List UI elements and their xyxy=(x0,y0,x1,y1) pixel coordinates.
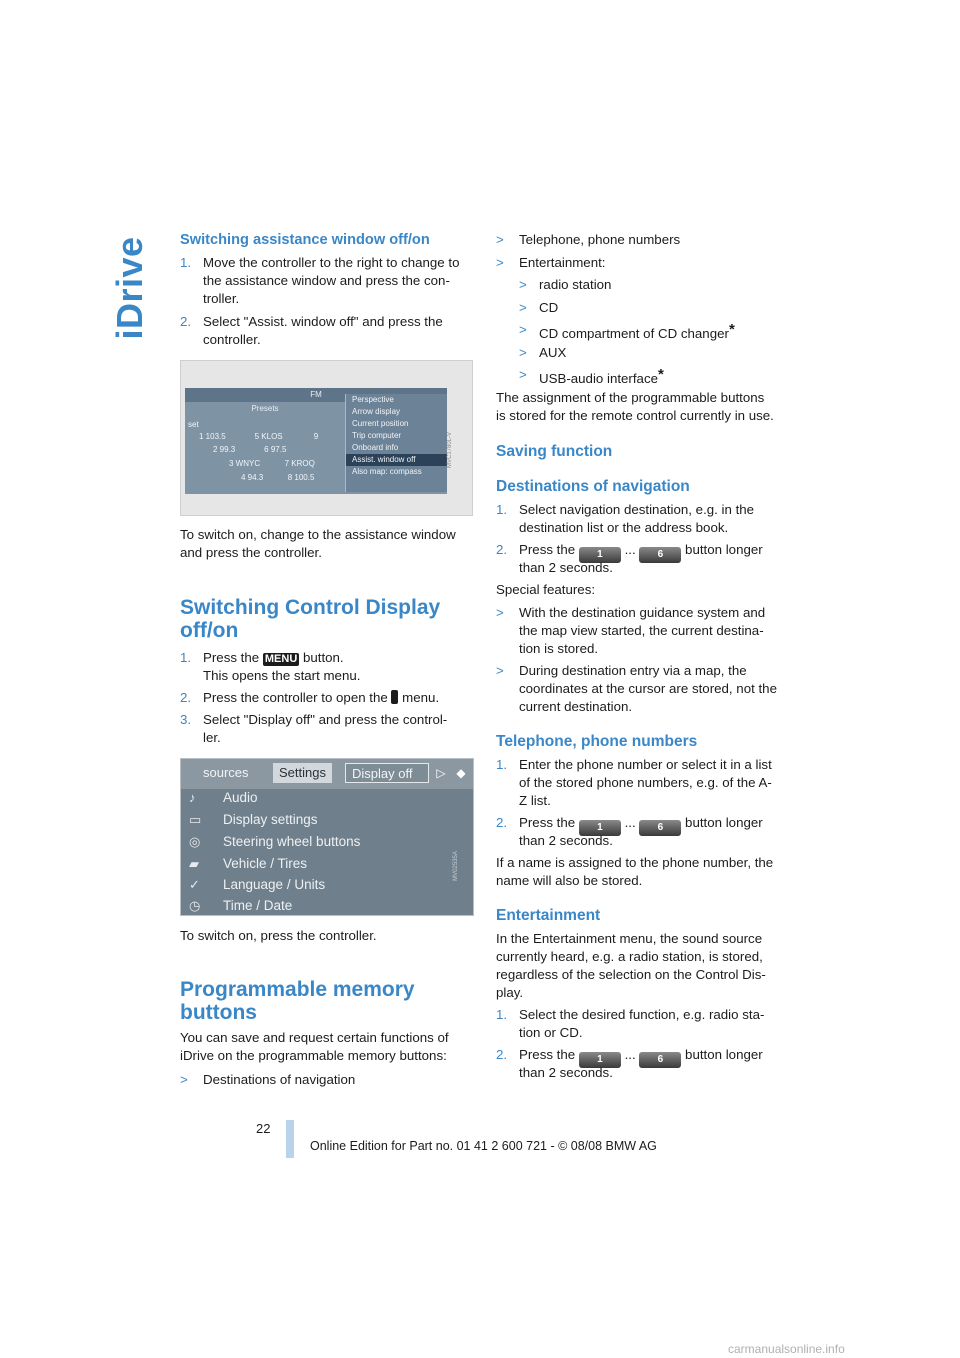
menu-item: Onboard info xyxy=(352,443,399,452)
station-row: 4 94.3 8 100.5 xyxy=(241,473,315,482)
settings-item: ◎ Steering wheel buttons xyxy=(189,831,360,853)
display-step-3: 3. Select "Display off" and press the control- ler. xyxy=(180,712,448,745)
assist-on-line: To switch on, change to the assistance window xyxy=(180,527,456,542)
settings-item: ♪ Audio xyxy=(189,787,258,809)
ent-line: play. xyxy=(496,985,524,1000)
section-title: iDrive xyxy=(109,236,150,340)
display-step-1: 1. Press the MENU button. This opens the start menu. xyxy=(180,650,361,683)
bullet: > Telephone, phone numbers xyxy=(496,232,681,247)
memory-button-6-icon: 6 xyxy=(639,820,681,836)
menu-item: Arrow display xyxy=(352,407,401,416)
ent-line: regardless of the selection on the Control Dis- xyxy=(496,967,766,982)
assist-step-1: 1. Move the controller to the right to change to the assistance window and press the con- troller. xyxy=(180,255,460,306)
menu-item: Perspective xyxy=(352,395,394,404)
watermark: carmanualsonline.info xyxy=(728,1342,845,1356)
heading-assistance: Switching assistance window off/on xyxy=(180,232,430,248)
image-code: MVC1780L-V xyxy=(446,431,453,469)
assistance-menu xyxy=(345,394,447,492)
special-features: Special features: xyxy=(496,582,596,597)
tab-settings: Settings xyxy=(273,763,332,783)
language-icon: ✓ xyxy=(189,877,200,892)
assignment-line: The assignment of the programmable buttons xyxy=(496,390,765,405)
phone-note-line: name will also be stored. xyxy=(496,873,643,888)
memory-button-1-icon: 1 xyxy=(579,547,621,563)
optional-star-icon: * xyxy=(658,366,664,383)
memory-intro-line: iDrive on the programmable memory buttons: xyxy=(180,1048,447,1063)
steering-wheel-icon: ◎ xyxy=(189,834,201,849)
clock-icon: ◷ xyxy=(189,898,201,913)
menu-item: Current position xyxy=(352,419,409,428)
footer-accent-bar xyxy=(286,1120,294,1158)
optional-star-icon: * xyxy=(728,321,735,338)
sub-bullet: > radio station xyxy=(519,277,612,292)
special-bullet: > During destination entry via a map, the coordinates at the cursor are stored, not the current destination. xyxy=(496,663,777,714)
screen-top-bar xyxy=(181,759,474,789)
memory-intro-line: You can save and request certain functions of xyxy=(180,1030,449,1045)
phone-step-1: 1. Enter the phone number or select it in a list of the stored phone numbers, e.g. of the A- Z list. xyxy=(496,757,772,808)
menu-key-icon: MENU xyxy=(264,653,298,665)
settings-item: ✓ Language / Units xyxy=(189,874,325,896)
nav-step-1: 1. Select navigation destination, e.g. in the destination list or the address book. xyxy=(496,502,755,535)
display-icon: ▭ xyxy=(189,812,202,827)
sub-bullet: > CD compartment of CD changer* xyxy=(519,321,735,341)
ent-step-2: 2. Press the 1 ... 6 button longer than 2 seconds. xyxy=(496,1047,763,1080)
menu-item: Trip computer xyxy=(352,431,402,440)
settings-menu-screenshot xyxy=(180,758,474,916)
presets-bar: Presets xyxy=(251,404,279,413)
memory-button-6-icon: 6 xyxy=(639,547,681,563)
assistance-screen xyxy=(185,388,447,494)
station-row: 3 WNYC 7 KROQ xyxy=(229,459,315,468)
assist-step-2: 2. Select "Assist. window off" and press the controller. xyxy=(180,314,443,347)
heading-display: Switching Control Display off/on xyxy=(180,596,441,642)
menu-item-selected: Assist. window off xyxy=(346,454,447,466)
ent-line: currently heard, e.g. a radio station, is stored, xyxy=(496,949,763,964)
image-code: MV02535A xyxy=(453,851,460,881)
settings-item: ▰ Vehicle / Tires xyxy=(189,853,307,875)
ent-step-1: 1. Select the desired function, e.g. radio sta- tion or CD. xyxy=(496,1007,765,1040)
settings-item: ▭ Display settings xyxy=(189,809,318,831)
footer-text: Online Edition for Part no. 01 41 2 600 721 - © 08/08 BMW AG xyxy=(310,1139,657,1153)
memory-bullet: > Destinations of navigation xyxy=(180,1072,356,1087)
memory-button-6-icon: 6 xyxy=(639,1052,681,1068)
tab-display-off: Display off xyxy=(345,763,429,783)
sub-bullet: > CD xyxy=(519,300,559,315)
sub-bullet: > USB-audio interface* xyxy=(519,366,664,386)
phone-step-2: 2. Press the 1 ... 6 button longer than 2 seconds. xyxy=(496,815,763,848)
heading-phone: Telephone, phone numbers xyxy=(496,733,698,750)
station-row: 2 99.3 6 97.5 xyxy=(213,445,287,454)
heading-entertainment: Entertainment xyxy=(496,907,601,924)
assist-on-line: and press the controller. xyxy=(180,545,322,560)
memory-button-1-icon: 1 xyxy=(579,820,621,836)
assistance-window-screenshot xyxy=(180,360,473,516)
page-number: 22 xyxy=(256,1121,271,1136)
bullet: > Entertainment: xyxy=(496,255,606,270)
fm-bar: FM xyxy=(185,388,447,402)
display-step-2: 2. Press the controller to open the menu. xyxy=(180,690,440,705)
car-icon: ▰ xyxy=(189,856,199,871)
assignment-line: is stored for the remote control currently in use. xyxy=(496,408,774,423)
settings-item: ◷ Time / Date xyxy=(189,895,292,916)
station-row: 1 103.5 5 KLOS 9 xyxy=(199,432,319,441)
ent-line: In the Entertainment menu, the sound source xyxy=(496,931,763,946)
controller-icon: ◆ xyxy=(456,766,466,780)
memory-button-1-icon: 1 xyxy=(579,1052,621,1068)
special-bullet: > With the destination guidance system and the map view started, the current destina- tion is stored. xyxy=(496,605,766,656)
audio-icon: ♪ xyxy=(189,790,196,805)
heading-memory: Programmable memory buttons xyxy=(180,978,415,1024)
heading-saving: Saving function xyxy=(496,443,613,460)
forward-icon: ▷ xyxy=(436,766,446,780)
phone-note-line: If a name is assigned to the phone number, the xyxy=(496,855,774,870)
heading-nav: Destinations of navigation xyxy=(496,478,690,495)
nav-step-2: 2. Press the 1 ... 6 button longer than 2 seconds. xyxy=(496,542,763,575)
menu-item: Also map: compass xyxy=(352,467,422,476)
display-on-text: To switch on, press the controller. xyxy=(180,928,377,943)
tab-sources: sources xyxy=(203,765,249,780)
set-label: set xyxy=(188,420,199,429)
sub-bullet: > AUX xyxy=(519,345,567,360)
